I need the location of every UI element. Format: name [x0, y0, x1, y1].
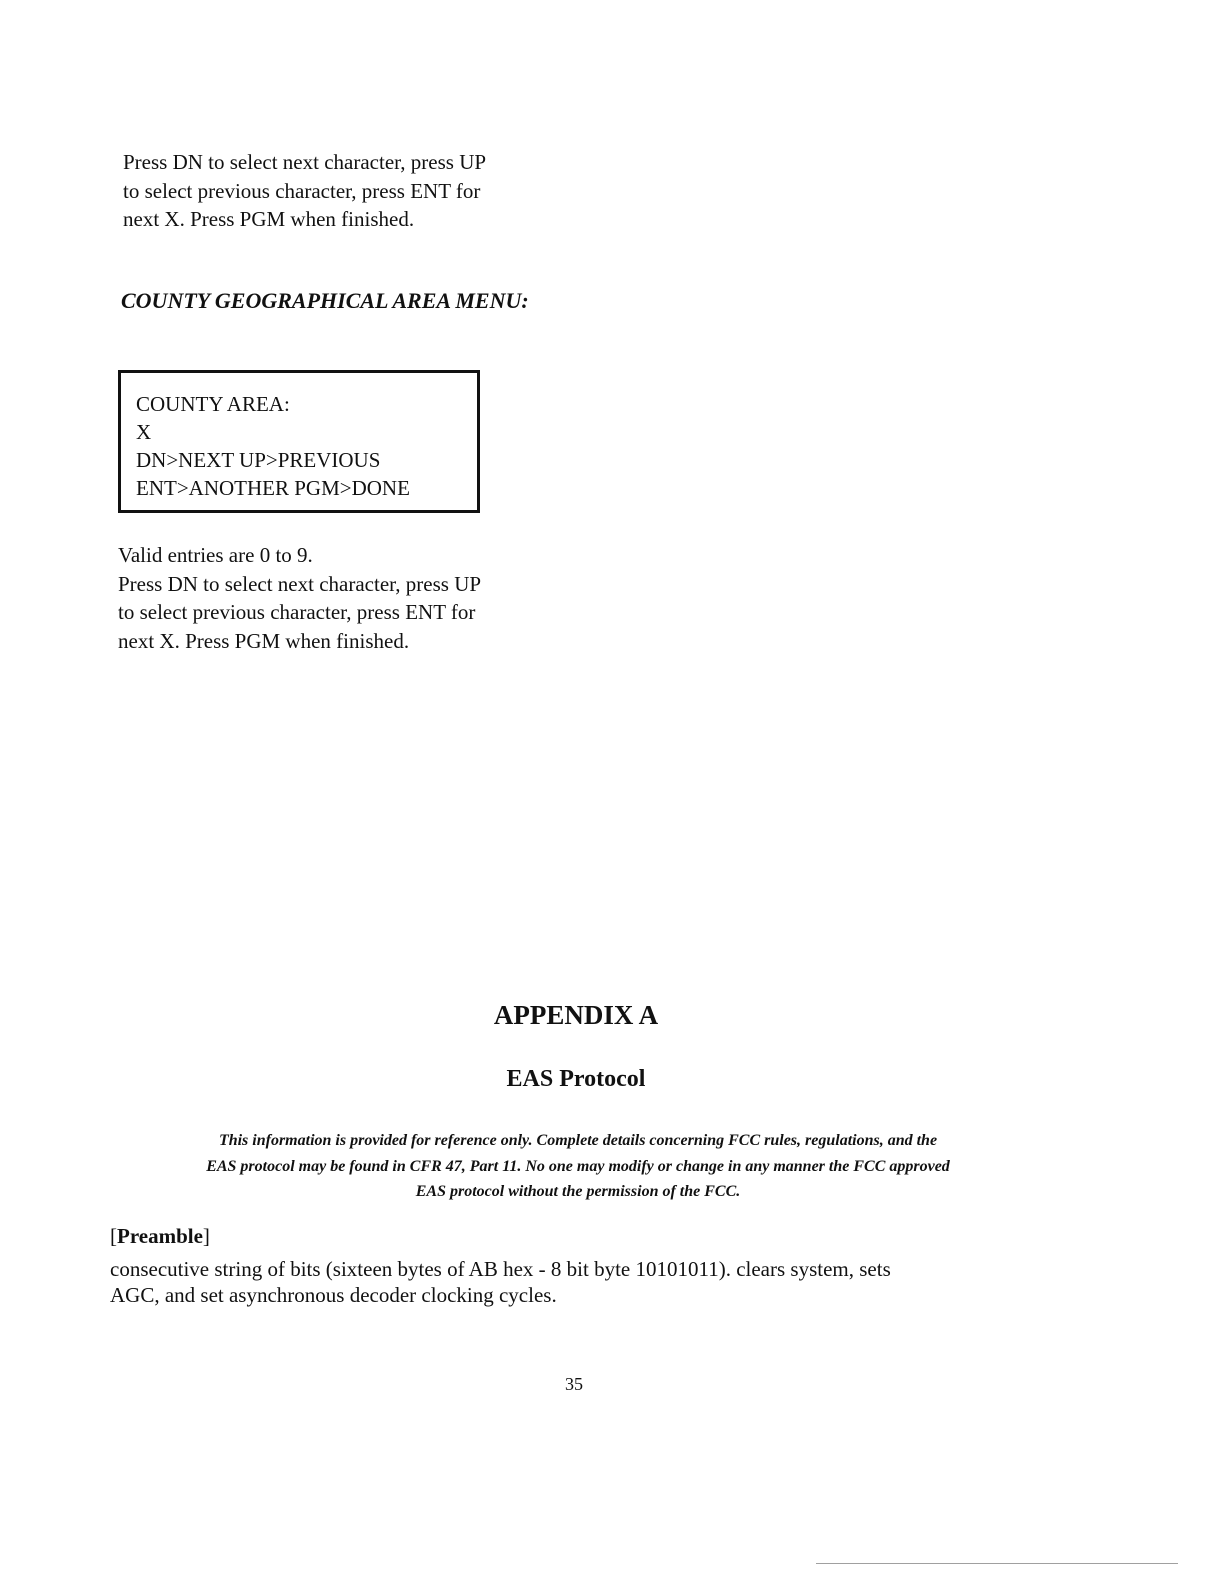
preamble-line: AGC, and set asynchronous decoder clocking cycles. [110, 1283, 557, 1307]
preamble-label [110, 1224, 210, 1249]
scan-artifact-line [816, 1563, 1178, 1564]
preamble-bracket-open: [ [110, 1224, 117, 1248]
preamble-label-text: Preamble [117, 1224, 203, 1248]
preamble-bracket-close: ] [202, 1224, 210, 1248]
instruction-line: Valid entries are 0 to 9. [118, 543, 313, 567]
notice-line: EAS protocol may be found in CFR 47, Part 11. No one may modify or change in any manner the FCC approved [206, 1157, 950, 1175]
county-menu-heading: COUNTY GEOGRAPHICAL AREA MENU: [121, 288, 529, 313]
intro-line: to select previous character, press ENT for [123, 178, 481, 203]
notice-line: This information is provided for reference only. Complete details concerning FCC rules, regulations, and the [218, 1132, 938, 1149]
display-line-navigation: DN>NEXT UP>PREVIOUS [136, 448, 381, 472]
preamble-description [110, 1256, 891, 1308]
fcc-notice [110, 1128, 1046, 1205]
county-area-display-box [118, 370, 480, 513]
display-line-title: COUNTY AREA: [136, 392, 290, 416]
intro-line: Press DN to select next character, press UP [123, 150, 487, 174]
display-line-actions: ENT>ANOTHER PGM>DONE [136, 476, 410, 500]
instruction-line: Press DN to select next character, press UP [118, 571, 482, 596]
preamble-line: consecutive string of bits (sixteen bytes of AB hex - 8 bit byte 10101011). clears system, sets [110, 1257, 891, 1281]
instruction-line: to select previous character, press ENT for [118, 600, 476, 624]
display-line-value: X [136, 420, 152, 444]
notice-line: EAS protocol without the permission of the FCC. [415, 1183, 741, 1200]
appendix-title: APPENDIX A [493, 1000, 659, 1030]
intro-paragraph [123, 148, 486, 234]
intro-line: next X. Press PGM when finished. [123, 207, 415, 231]
county-instructions [118, 541, 481, 655]
appendix-subtitle: EAS Protocol [506, 1066, 646, 1092]
page-number: 35 [565, 1374, 583, 1394]
instruction-line: next X. Press PGM when finished. [118, 628, 410, 653]
